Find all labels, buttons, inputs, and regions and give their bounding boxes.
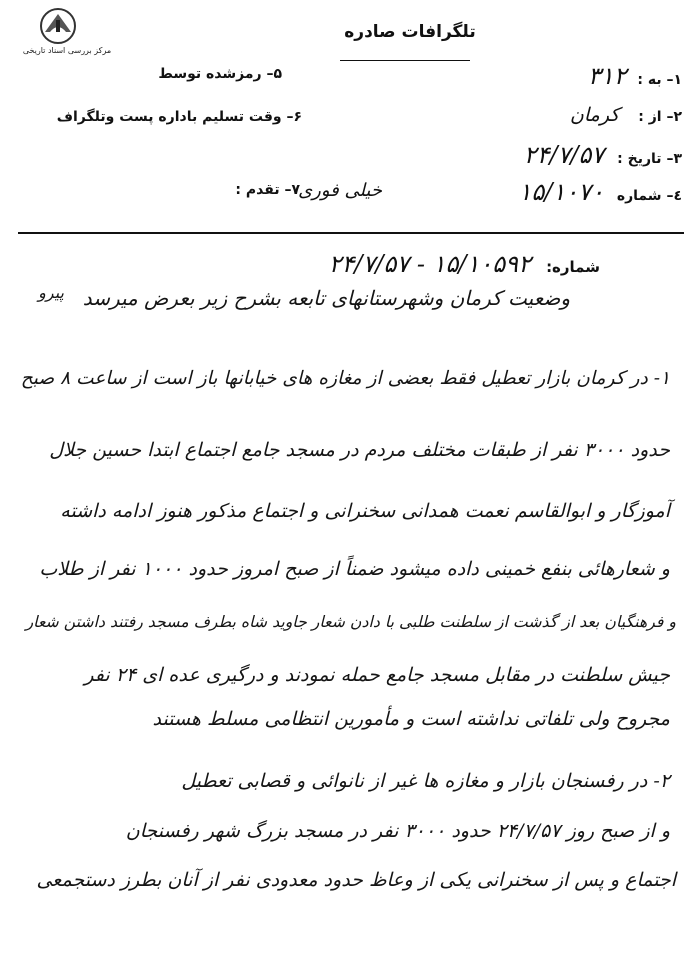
form-title: تلگرافات صادره: [344, 22, 476, 42]
field-number-value: ۱۵/۱۰۷۰: [518, 178, 604, 206]
field-to-label: ۱– به :: [637, 72, 682, 88]
archive-logo-text: مرکز بررسی اسناد تاریخی: [22, 46, 112, 55]
field-encrypted-by-label: ۵– رمزشده توسط: [158, 66, 282, 82]
field-to-value: ۳۱۲: [587, 62, 627, 90]
field-delivery-time-label: ۶– وقت تسلیم باداره پست وتلگراف: [56, 109, 302, 125]
section-divider: [18, 232, 684, 234]
archive-emblem-icon: [36, 6, 80, 46]
field-priority-label: ۷– تقدم :: [235, 182, 300, 198]
body-line: مجروح ولی تلفاتی نداشته است و مأمورین انتظامی مسلط هستند: [152, 708, 670, 730]
field-priority: [235, 182, 300, 198]
field-to: [588, 62, 682, 90]
body-line: و شعارهائی بنفع خمینی داده میشود ضمناً از صبح امروز حدود ۱۰۰۰ نفر از طلاب: [39, 558, 670, 580]
body-line: حدود ۳۰۰۰ نفر از طبقات مختلف مردم در مسجد جامع اجتماع ابتدا حسین جلال: [49, 439, 670, 461]
body-number-row: [329, 250, 600, 278]
title-underline: [340, 60, 470, 61]
field-priority-value: خیلی فوری: [298, 180, 382, 201]
field-date-label: ۳– تاریخ :: [617, 151, 682, 167]
field-from-value: کرمان: [569, 104, 620, 126]
archive-logo: [8, 6, 118, 58]
body-line: اجتماع و پس از سخنرانی یکی از وعاظ حدود معدودی نفر از آنان بطرز دستجمعی: [36, 869, 676, 891]
field-date-value: ۲۴/۷/۵۷: [523, 141, 605, 169]
body-number-value: ۱۵/۱۰۵۹۲ - ۲۴/۷/۵۷: [328, 250, 531, 278]
body-number-label: شماره:: [546, 258, 600, 276]
field-date: [524, 141, 682, 169]
body-line: ۱- در کرمان بازار تعطیل فقط بعضی از مغازه های خیابانها باز است از ساعت ۸ صبح: [20, 368, 670, 389]
field-number-label: ٤– شماره: [616, 188, 682, 204]
field-from: [570, 104, 682, 126]
margin-note: پیرو: [38, 283, 64, 302]
body-line: و از صبح روز ۲۴/۷/۵۷ حدود ۳۰۰۰ نفر در مسجد بزرگ شهر رفسنجان: [125, 820, 670, 842]
body-line: و فرهنگیان بعد از گذشت از سلطنت طلبی با دادن شعار جاوید شاه بطرف مسجد رفتند داشتن شعار: [25, 612, 676, 631]
field-encrypted-by: [158, 66, 282, 82]
field-delivery-time: [57, 109, 302, 125]
body-line: آموزگار و ابوالقاسم نعمت همدانی سخنرانی و اجتماع مذکور هنوز ادامه داشته: [60, 500, 670, 522]
field-number: [519, 178, 682, 206]
field-from-label: ۲– از :: [638, 109, 682, 125]
body-line: ۲- در رفسنجان بازار و مغازه ها غیر از نانوائی و قصابی تعطیل: [181, 770, 670, 792]
body-line: جیش سلطنت در مقابل مسجد جامع حمله نمودند و درگیری عده ای ۲۴ نفر: [84, 664, 670, 686]
body-line: وضعیت کرمان وشهرستانهای تابعه بشرح زیر بعرض میرسد: [82, 286, 570, 310]
